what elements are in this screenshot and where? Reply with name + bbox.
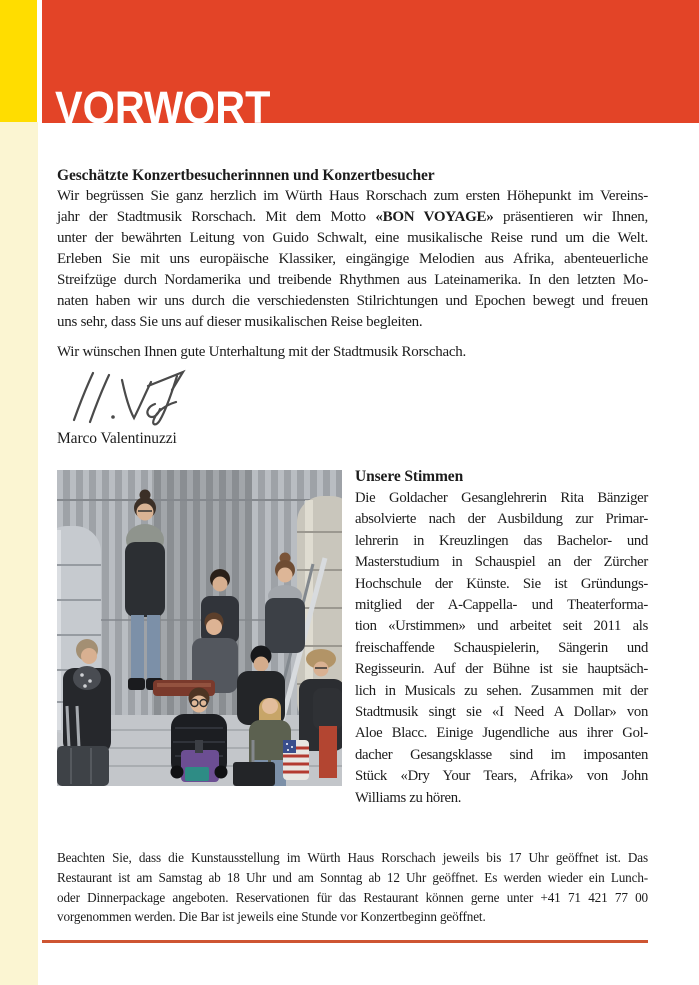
voices-line: absolvierte nach der Ausbildung zur Primar- xyxy=(355,511,648,528)
intro-line: Erleben Sie mit uns europäische Klassiker, eingängige Melodien aus Afrika, abenteuerliche xyxy=(57,251,648,267)
voices-line: freischaffende Schauspielerin, Sängerin und xyxy=(355,639,648,656)
intro-line: naten haben wir uns durch die verschiedensten Stilrichtungen und Epochen bewegt und freuen xyxy=(57,293,648,309)
voices-line: mitglied der A-Cappella- und Theaterforma- xyxy=(355,597,648,614)
left-stripe-bright xyxy=(0,0,37,122)
header-block xyxy=(42,0,699,133)
intro-line: unter der bewährten Leitung von Guido Schwalt, eine musikalische Reise rund um die Welt. xyxy=(57,230,648,246)
signature-name: Marco Valentinuzzi xyxy=(57,430,177,447)
intro-line: Wir begrüssen Sie ganz herzlich im Würth Haus Rorschach zum ersten Höhepunkt im Vereins- xyxy=(57,188,648,204)
intro-heading: Geschätzte Konzertbesucherinnnen und Konzertbesucher xyxy=(57,167,435,184)
intro-closing: Wir wünschen Ihnen gute Unterhaltung mit der Stadtmusik Rorschach. xyxy=(57,344,467,360)
intro-line: Streifzüge durch Nordamerika und treibende Rhythmen aus Lateinamerika. In den letzten Mo- xyxy=(57,272,648,288)
page-title: VORWORT xyxy=(55,82,271,133)
voices-line: tion «Urstimmen» und arbeitet seit 2011 als xyxy=(355,618,648,635)
voices-line: Masterstudium in Schauspiel an der Zürcher xyxy=(355,554,648,571)
group-photo-illustration xyxy=(57,470,342,786)
voices-line: Stadtmusik singt sie «I Need A Dollar» von xyxy=(355,704,648,721)
signature-stroke xyxy=(90,375,109,422)
bottom-rule xyxy=(42,940,648,943)
voices-line: Die Goldacher Gesanglehrerin Rita Bänziger xyxy=(355,490,648,506)
voices-line: Hochschule der Künste. Sie ist Gründungs- xyxy=(355,575,648,592)
motto-text: «BON VOYAGE» xyxy=(375,209,494,225)
signature-image xyxy=(60,368,210,428)
intro-line-text: jahr der Stadtmusik Rorschach. Mit dem Motto xyxy=(57,209,376,225)
signature-stroke xyxy=(148,372,183,390)
footer-line: vorgenommen werden. Die Bar ist jeweils eine Stunde vor Konzertbeginn geöffnet. xyxy=(57,909,486,925)
intro-line-text: präsentieren wir Ihnen, xyxy=(493,209,648,225)
voices-heading: Unsere Stimmen xyxy=(355,468,464,485)
group-photo xyxy=(57,470,342,786)
voices-line: Regisseurin. Auf der Bühne ist sie hauptsäch- xyxy=(355,661,648,678)
signature-stroke xyxy=(147,404,160,417)
intro-section xyxy=(57,165,648,363)
voices-line: Stück «Dry Your Tears, Afrika» von John xyxy=(355,768,648,785)
footer-line: oder Dinnerpackage angeboten. Reservationen für das Restaurant können gerne unter +41 71 421 77 00 xyxy=(57,889,648,905)
voices-section xyxy=(355,466,648,809)
voices-line: Aloe Blacc. Einige Jugendliche aus ihrer Gol- xyxy=(355,725,648,742)
footer-note xyxy=(57,848,648,927)
intro-line: uns sehr, dass Sie uns auf dieser musikalischen Reise begleiten. xyxy=(57,314,423,330)
left-stripe-pale xyxy=(0,122,38,985)
us-flag-cloth xyxy=(283,740,309,780)
footer-line: Restaurant ist am Samstag ab 18 Uhr und am Sonntag ab 12 Uhr geöffnet. Es werden wieder ein Lunch- xyxy=(57,869,648,885)
footer-line: Beachten Sie, dass die Kunstausstellung im Würth Haus Rorschach jeweils bis 17 Uhr geöffnet ist. Das xyxy=(57,850,648,865)
signature-dot xyxy=(111,415,115,419)
voices-line: lehrerin in Kreuzlingen das Bachelor- und xyxy=(355,532,648,549)
voices-line: Williams zu hören. xyxy=(355,789,462,806)
voices-line: dacher Gesangsklasse sind im imposanten xyxy=(355,746,648,763)
intro-line xyxy=(57,207,648,228)
voices-line: lich in Musicals zu sehen. Zusammen mit der xyxy=(355,682,648,699)
signature-stroke xyxy=(74,373,93,420)
